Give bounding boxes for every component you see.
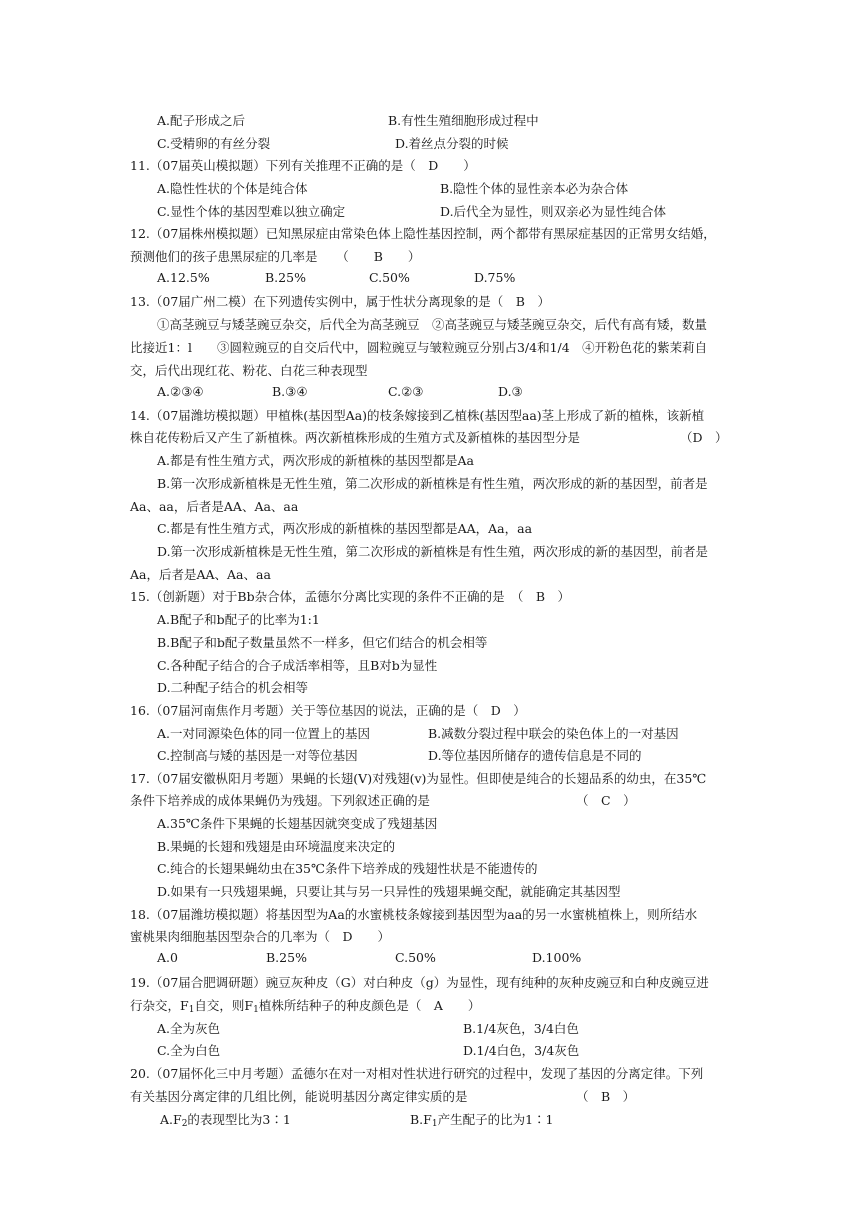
q20-stem-line2: 有关基因分离定律的几组比例，能说明基因分离定律实质的是 [130, 1089, 468, 1104]
q15-option-d: D.二种配子结合的机会相等 [157, 680, 309, 695]
q19-stem-part-a: 行杂交，F [130, 998, 189, 1013]
q19-subscript-1: 1 [188, 1005, 195, 1015]
q16-stem: 16.（07届河南焦作月考题）关于等位基因的说法，正确的是（ D ） [130, 703, 526, 718]
q11-stem: 11.（07届英山模拟题）下列有关推理不正确的是（ D ） [130, 158, 476, 173]
q10-option-a: A.配子形成之后 [157, 113, 246, 128]
q19-option-a: A.全为灰色 [157, 1021, 221, 1036]
q12-option-d: D.75% [474, 270, 516, 285]
q11-option-d: D.后代全为显性，则双亲必为显性纯合体 [440, 204, 667, 219]
q15-stem: 15.（创新题）对于Bb杂合体，孟德尔分离比实现的条件不正确的是 （ B ） [130, 589, 571, 604]
q14-option-b-line1: B.第一次形成新植株是无性生殖，第二次形成的新植株是有性生殖，两次形成的新的基因型，前者是 [157, 476, 708, 491]
q20-option-a [160, 1110, 291, 1129]
q11-option-c: C.显性个体的基因型难以独立确定 [157, 204, 346, 219]
q19-option-c: C.全为白色 [157, 1043, 221, 1058]
q13-option-c: C.②③ [388, 384, 424, 399]
q20-option-a-subscript: 2 [181, 1119, 188, 1129]
q19-subscript-2: 1 [253, 1005, 259, 1015]
q12-option-a: A.12.5% [157, 270, 210, 285]
q11-option-b: B.隐性个体的显性亲本必为杂合体 [440, 181, 629, 196]
q16-option-d: D.等位基因所储存的遗传信息是不同的 [428, 748, 642, 763]
q14-option-b-line2: Aa、aa，后者是AA、Aa、aa [130, 499, 299, 514]
q20-option-b-subscript: 1 [431, 1119, 438, 1129]
q17-option-b: B.果蝇的长翅和残翅是由环境温度来决定的 [157, 839, 396, 854]
q19-stem-line2 [130, 996, 480, 1015]
q17-stem-line1: 17.（07届安徽枞阳月考题）果蝇的长翅(V)对残翅(v)为显性。但即使是纯合的长翅品系的幼虫，在35℃ [130, 771, 707, 786]
q18-stem-line2: 蜜桃果肉细胞基因型杂合的几率为（ D ） [130, 929, 391, 944]
q19-stem-line1: 19.（07届合肥调研题）豌豆灰种皮（G）对白种皮（g）为显性，现有纯种的灰种皮豌豆和白种皮豌豆进 [130, 975, 709, 990]
q13-line3: 交，后代出现红花、粉花、白花三种表现型 [130, 363, 368, 378]
q19-option-d: D.1/4白色，3/4灰色 [463, 1043, 580, 1058]
q13-line2: 比接近1：l ③圆粒豌豆的自交后代中，圆粒豌豆与皱粒豌豆分别占3/4和1/4 ④开粉色花的紫茉莉自 [130, 340, 708, 355]
q14-option-a: A.都是有性生殖方式，两次形成的新植株的基因型都是Aa [157, 453, 474, 468]
q19-stem-part-c: 植株所结种子的种皮颜色是（ A ） [258, 998, 481, 1013]
q18-stem-line1: 18.（07届潍坊模拟题）将基因型为Aa的水蜜桃枝条嫁接到基因型为aa的另一水蜜桃植株上，则所结水 [130, 907, 698, 922]
q15-option-c: C.各种配子结合的合子成活率相等，且B对b为显性 [157, 658, 438, 673]
q17-option-d: D.如果有一只残翅果蝇，只要让其与另一只异性的残翅果蝇交配，就能确定其基因型 [157, 884, 621, 899]
q10-option-b: B.有性生殖细胞形成过程中 [388, 113, 539, 128]
q20-stem-line1: 20.（07届怀化三中月考题）孟德尔在对一对相对性状进行研究的过程中，发现了基因的分离定律。下列 [130, 1066, 704, 1081]
q13-option-b: B.③④ [272, 384, 308, 399]
q12-option-b: B.25% [265, 270, 306, 285]
q10-option-c: C.受精卵的有丝分裂 [157, 136, 271, 151]
q19-stem-part-b: 自交，则F [194, 998, 254, 1013]
q14-option-d-line2: Aa，后者是AA、Aa、aa [130, 567, 271, 582]
q17-answer: （ C ） [576, 793, 636, 808]
q14-stem-line1: 14.（07届潍坊模拟题）甲植株(基因型Aa)的枝条嫁接到乙植株(基因型aa)茎上形成了新的植株，该新植 [130, 408, 705, 423]
q14-stem-line2: 株自花传粉后又产生了新植株。两次新植株形成的生殖方式及新植株的基因型分是 [130, 430, 581, 445]
q13-line1: ①高茎豌豆与矮茎豌豆杂交，后代全为高茎豌豆 ②高茎豌豆与矮茎豌豆杂交，后代有高有矮，数量 [157, 317, 708, 332]
q18-option-b: B.25% [266, 950, 307, 965]
q20-option-a-prefix: A.F [160, 1112, 182, 1127]
q14-option-d-line1: D.第一次形成新植株是无性生殖，第二次形成的新植株是有性生殖，两次形成的新的基因型，前者是 [157, 544, 709, 559]
q20-answer: （ B ） [576, 1089, 636, 1104]
q17-stem-line2: 条件下培养成的成体果蝇仍为残翅。下列叙述正确的是 [130, 793, 431, 808]
q20-option-b [410, 1110, 553, 1129]
q12-option-c: C.50% [369, 270, 410, 285]
q20-option-b-text: 产生配子的比为1∶1 [437, 1112, 554, 1127]
q14-option-c: C.都是有性生殖方式，两次形成的新植株的基因型都是AA，Aa，aa [157, 521, 533, 536]
q17-option-c: C.纯合的长翅果蝇幼虫在35℃条件下培养成的残翅性状是不能遗传的 [157, 861, 538, 876]
q16-option-c: C.控制高与矮的基因是一对等位基因 [157, 748, 358, 763]
q16-option-b: B.减数分裂过程中联会的染色体上的一对基因 [428, 726, 679, 741]
q19-option-b: B.1/4灰色，3/4白色 [463, 1021, 579, 1036]
q15-option-a: A.B配子和b配子的比率为1:1 [157, 612, 320, 627]
q14-answer: （D ） [680, 430, 728, 445]
q18-option-d: D.100% [532, 950, 582, 965]
q18-option-c: C.50% [395, 950, 436, 965]
q15-option-b: B.B配子和b配子数量虽然不一样多，但它们结合的机会相等 [157, 635, 488, 650]
q20-option-a-text: 的表现型比为3∶1 [187, 1112, 291, 1127]
q11-option-a: A.隐性性状的个体是纯合体 [157, 181, 308, 196]
q18-option-a: A.0 [157, 950, 178, 965]
q12-stem-line1: 12.（07届株州模拟题）已知黑尿症由常染色体上隐性基因控制，两个都带有黑尿症基因的正常男女结婚， [130, 226, 716, 241]
q13-option-d: D.③ [498, 384, 523, 399]
q17-option-a: A.35℃条件下果蝇的长翅基因就突变成了残翅基因 [157, 816, 438, 831]
q13-stem: 13.（07届广州二模）在下列遗传实例中，属于性状分离现象的是（ B ） [130, 294, 550, 309]
q10-option-d: D.着丝点分裂的时候 [395, 136, 509, 151]
q16-option-a: A.一对同源染色体的同一位置上的基因 [157, 726, 371, 741]
q12-stem-line2: 预测他们的孩子患黑尿症的几率是 （ B ） [130, 249, 421, 264]
q20-option-b-prefix: B.F [410, 1112, 432, 1127]
q13-option-a: A.②③④ [157, 384, 204, 399]
